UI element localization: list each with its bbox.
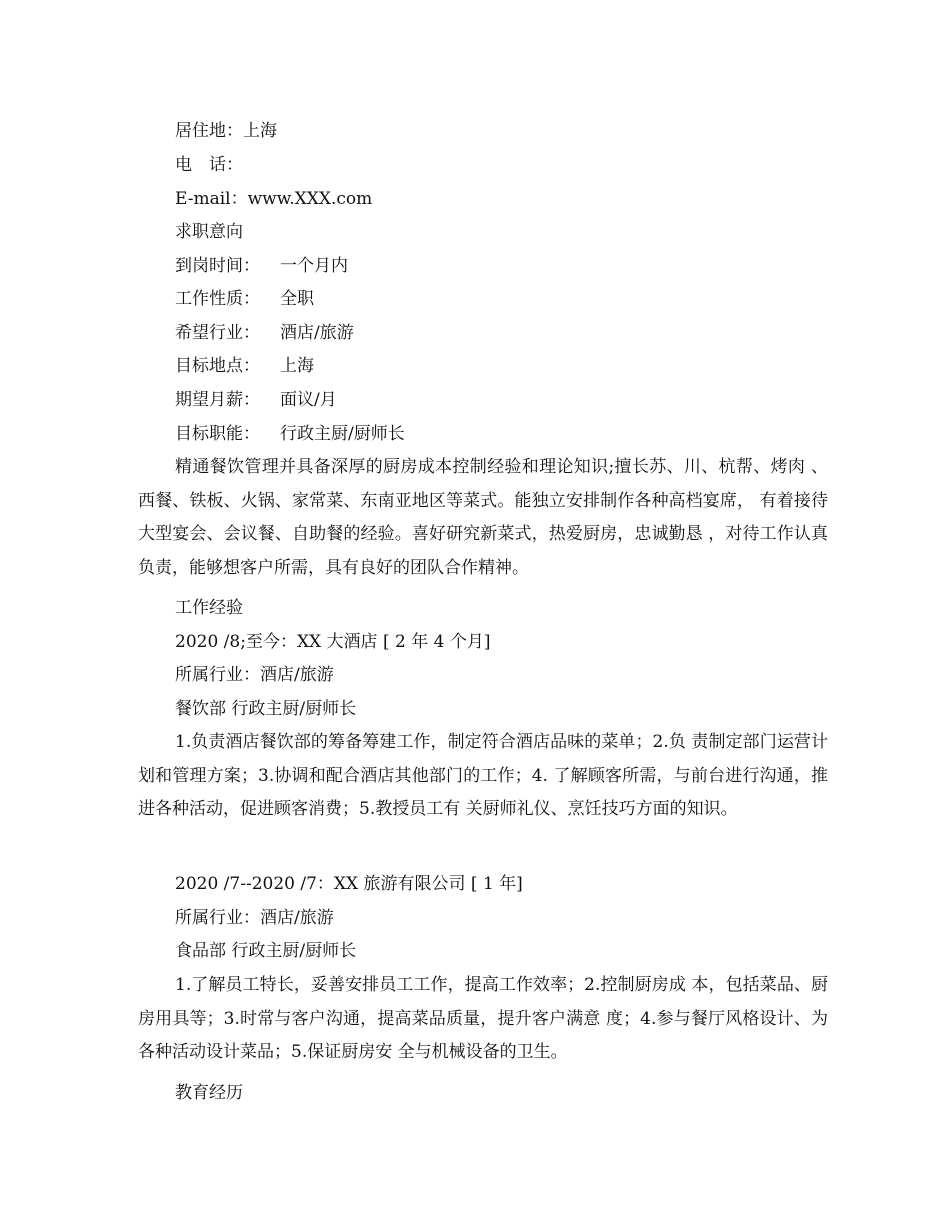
intent-value-industry: 酒店/旅游 — [280, 323, 354, 343]
education-heading: 教育经历 — [175, 1083, 243, 1103]
intent-value-location: 上海 — [280, 356, 314, 376]
intent-label-start-time: 到岗时间： — [175, 256, 260, 276]
intent-value-role: 行政主厨/厨师长 — [280, 424, 405, 444]
summary-paragraph: 精通餐饮管理并具备深厚的厨房成本控制经验和理论知识;擅长苏、川、杭帮、烤肉 、西餐、铁板、火锅、家常菜、东南亚地区等菜式。能独立安排制作各种高档宴席， 有着接待大型宴会、会议餐、自助餐的经验。喜好研究新菜式，热爱厨房，忠诚勤恳 ，对待工作认真负责，能够想客户所需，具有良好的团队合作精神。 — [138, 457, 828, 578]
email-line: E-mail：www.XXX.com — [175, 189, 373, 209]
job-2-dept: 食品部 行政主厨/厨师长 — [175, 941, 357, 961]
intent-label-salary: 期望月薪： — [175, 390, 260, 410]
intent-label-industry: 希望行业： — [175, 323, 260, 343]
phone-line: 电 话： — [175, 155, 243, 175]
job-2-industry: 所属行业：酒店/旅游 — [175, 908, 334, 928]
job-1-industry: 所属行业：酒店/旅游 — [175, 665, 334, 685]
intent-label-location: 目标地点： — [175, 356, 260, 376]
job-1-dept: 餐饮部 行政主厨/厨师长 — [175, 699, 357, 719]
job-1-period: 2020 /8;至今：XX 大酒店 [ 2 年 4 个月] — [175, 632, 491, 652]
intent-value-start-time: 一个月内 — [280, 256, 348, 276]
intent-label-role: 目标职能： — [175, 424, 260, 444]
intent-heading: 求职意向 — [175, 222, 243, 242]
residence-line: 居住地：上海 — [175, 121, 277, 141]
intent-label-job-type: 工作性质： — [175, 289, 260, 309]
job-2-duties: 1.了解员工特长，妥善安排员工工作，提高工作效率；2.控制厨房成 本，包括菜品、厨房用具等；3.时常与客户沟通，提高菜品质量，提升客户满意 度；4.参与餐厅风格设计、为各种活动设计菜品；5.保证厨房安 全与机械设备的卫生。 — [138, 975, 828, 1062]
experience-heading: 工作经验 — [175, 598, 243, 618]
job-2-period: 2020 /7--2020 /7：XX 旅游有限公司 [ 1 年] — [175, 874, 523, 894]
intent-value-salary: 面议/月 — [280, 390, 337, 410]
job-1-duties: 1.负责酒店餐饮部的筹备筹建工作，制定符合酒店品味的菜单；2.负 责制定部门运营计划和管理方案；3.协调和配合酒店其他部门的工作；4. 了解顾客所需，与前台进行沟通，推进各种活动，促进顾客消费；5.教授员工有 关厨师礼仪、烹饪技巧方面的知识。 — [138, 732, 828, 819]
intent-value-job-type: 全职 — [280, 289, 314, 309]
